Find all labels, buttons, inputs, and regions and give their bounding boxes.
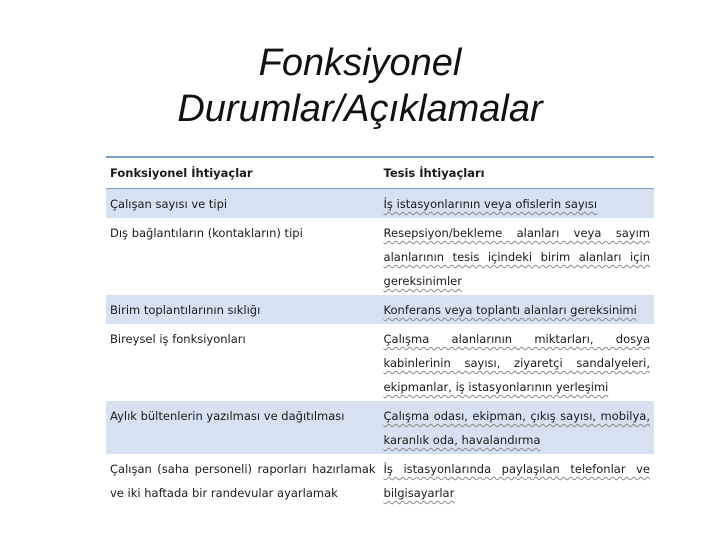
functional-need-cell: Aylık bültenlerin yazılması ve dağıtılması: [110, 409, 345, 423]
facility-need-cell: İş istasyonlarının veya ofislerin sayısı: [383, 197, 598, 211]
facility-need-cell: Resepsiyon/bekleme alanları veya sayım alanlarının tesis içindeki birim alanları için gereksinimler: [383, 226, 650, 288]
header-facility-needs: Tesis İhtiyaçları: [383, 166, 485, 180]
table-row: [106, 218, 654, 295]
header-functional-needs: Fonksiyonel İhtiyaçlar: [110, 166, 253, 180]
table-row: [106, 295, 654, 324]
functional-need-cell: Birim toplantılarının sıklığı: [110, 303, 261, 317]
functional-need-cell: Bireysel iş fonksiyonları: [110, 332, 246, 346]
table-row: [106, 189, 654, 219]
title-line-2: Durumlar/Açıklamalar: [177, 88, 543, 130]
facility-need-cell: İş istasyonlarında paylaşılan telefonlar ve bilgisayarlar: [383, 462, 650, 500]
title-line-1: Fonksiyonel: [258, 42, 462, 84]
facility-need-cell: Çalışma alanlarının miktarları, dosya kabinlerinin sayısı, ziyaretçi sandalyeleri, ekipmanlar, iş istasyonlarının yerleşimi: [383, 332, 650, 394]
table-header-row: [106, 157, 654, 189]
table-row: [106, 401, 654, 454]
functional-need-cell: Çalışan (saha personeli) raporları hazırlamak ve iki haftada bir randevular ayarlamak: [110, 462, 376, 500]
needs-table: [106, 156, 654, 507]
table-row: [106, 324, 654, 401]
table-row: [106, 454, 654, 507]
facility-need-cell: Konferans veya toplantı alanları gereksinimi: [383, 303, 637, 317]
functional-need-cell: Çalışan sayısı ve tipi: [110, 197, 228, 211]
functional-need-cell: Dış bağlantıların (kontakların) tipi: [110, 226, 303, 240]
slide-title: [0, 40, 720, 132]
facility-need-cell: Çalışma odası, ekipman, çıkış sayısı, mobilya, karanlık oda, havalandırma: [383, 409, 650, 447]
needs-table-container: [106, 156, 654, 507]
